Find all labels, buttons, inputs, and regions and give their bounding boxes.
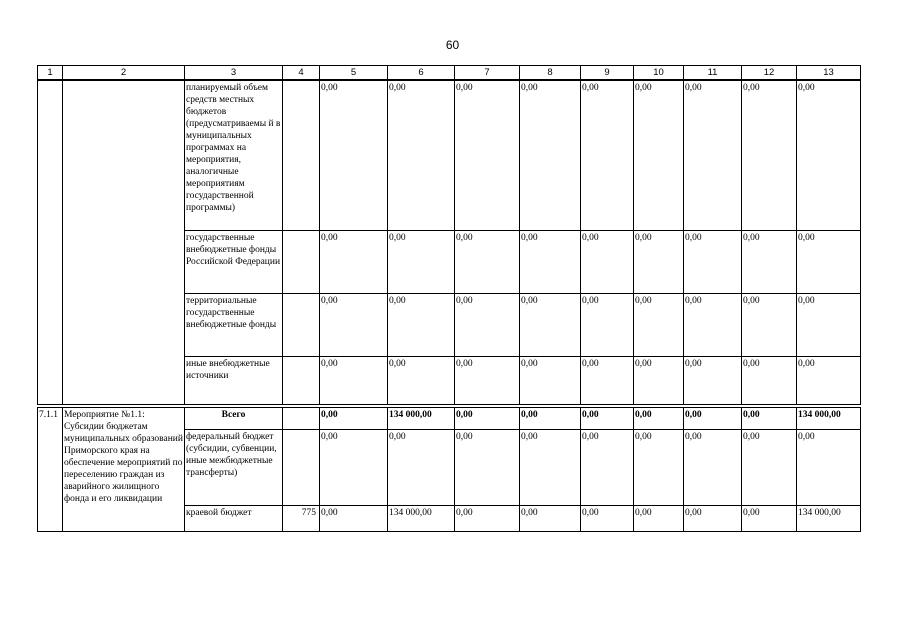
col-header-2: 2 [63, 66, 185, 80]
value-cell: 0,00 [684, 231, 742, 294]
value-cell: 0,00 [320, 408, 388, 430]
value-cell: 0,00 [634, 81, 684, 231]
col-header-13: 13 [797, 66, 861, 80]
value-cell: 0,00 [455, 430, 520, 506]
funding-source-cell: иные внебюджетные источники [185, 357, 283, 405]
value-cell: 0,00 [581, 430, 634, 506]
value-cell: 0,00 [455, 294, 520, 357]
value-cell: 0,00 [455, 408, 520, 430]
value-cell: 0,00 [797, 430, 861, 506]
value-cell: 0,00 [742, 430, 797, 506]
value-cell: 0,00 [520, 357, 581, 405]
value-cell: 0,00 [684, 357, 742, 405]
value-cell: 0,00 [742, 294, 797, 357]
value-cell: 0,00 [634, 408, 684, 430]
value-cell: 0,00 [684, 506, 742, 532]
col-header-6: 6 [388, 66, 455, 80]
value-cell: 134 000,00 [797, 506, 861, 532]
value-cell: 0,00 [684, 408, 742, 430]
value-cell: 0,00 [520, 506, 581, 532]
value-cell: 0,00 [684, 430, 742, 506]
budget-table [37, 80, 861, 532]
value-cell: 0,00 [320, 506, 388, 532]
value-cell: 0,00 [797, 231, 861, 294]
code-cell [283, 357, 320, 405]
value-cell: 0,00 [581, 231, 634, 294]
col-header-8: 8 [520, 66, 581, 80]
value-cell: 0,00 [581, 357, 634, 405]
value-cell: 0,00 [581, 408, 634, 430]
funding-source-cell: федеральный бюджет (субсидии, субвенции, иные межбюджетные трансферты) [185, 430, 283, 506]
value-cell: 134 000,00 [388, 506, 455, 532]
item-number-cell: 7.1.1 [38, 408, 63, 532]
value-cell: 0,00 [520, 81, 581, 231]
code-cell [283, 81, 320, 231]
value-cell: 134 000,00 [797, 408, 861, 430]
value-cell: 0,00 [634, 430, 684, 506]
value-cell: 0,00 [520, 294, 581, 357]
col-header-7: 7 [455, 66, 520, 80]
value-cell: 0,00 [742, 357, 797, 405]
value-cell: 0,00 [684, 81, 742, 231]
value-cell: 0,00 [684, 294, 742, 357]
column-number-header [37, 65, 861, 80]
funding-source-cell: краевой бюджет [185, 506, 283, 532]
col-header-10: 10 [634, 66, 684, 80]
col-header-5: 5 [320, 66, 388, 80]
value-cell: 0,00 [797, 81, 861, 231]
funding-source-cell: планируемый объем средств местных бюджетов (предусматриваемы й в муниципальных программах на мероприятия, аналогичные мероприятиям государственной программы) [185, 81, 283, 231]
code-cell [283, 408, 320, 430]
table-row-total [38, 408, 861, 430]
value-cell: 0,00 [520, 231, 581, 294]
empty-cell [63, 81, 185, 405]
total-label-cell: Всего [185, 408, 283, 430]
funding-source-cell: территориальные государственные внебюджетные фонды [185, 294, 283, 357]
table-row [38, 81, 861, 231]
value-cell: 0,00 [581, 506, 634, 532]
value-cell: 0,00 [634, 506, 684, 532]
code-cell [283, 294, 320, 357]
col-header-4: 4 [283, 66, 320, 80]
value-cell: 0,00 [388, 430, 455, 506]
value-cell: 0,00 [320, 231, 388, 294]
value-cell: 0,00 [520, 408, 581, 430]
value-cell: 0,00 [320, 357, 388, 405]
page-number: 60 [445, 38, 460, 52]
code-cell [283, 430, 320, 506]
col-header-3: 3 [185, 66, 283, 80]
value-cell: 0,00 [634, 294, 684, 357]
value-cell: 0,00 [742, 506, 797, 532]
col-header-12: 12 [742, 66, 797, 80]
col-header-1: 1 [38, 66, 63, 80]
col-header-9: 9 [581, 66, 634, 80]
value-cell: 0,00 [320, 81, 388, 231]
code-cell [283, 231, 320, 294]
value-cell: 0,00 [581, 81, 634, 231]
value-cell: 0,00 [797, 357, 861, 405]
value-cell: 0,00 [388, 81, 455, 231]
value-cell: 134 000,00 [388, 408, 455, 430]
value-cell: 0,00 [742, 231, 797, 294]
value-cell: 0,00 [320, 430, 388, 506]
value-cell: 0,00 [742, 81, 797, 231]
value-cell: 0,00 [388, 231, 455, 294]
value-cell: 0,00 [455, 357, 520, 405]
col-header-11: 11 [684, 66, 742, 80]
value-cell: 0,00 [634, 231, 684, 294]
value-cell: 0,00 [455, 506, 520, 532]
item-name-cell: Мероприятие №1.1: Субсидии бюджетам муниципальных образований Приморского края на обеспечение мероприятий по переселению граждан из аварийного жилищного фонда и его ликвидации [63, 408, 185, 532]
value-cell: 0,00 [388, 294, 455, 357]
value-cell: 0,00 [742, 408, 797, 430]
value-cell: 0,00 [520, 430, 581, 506]
value-cell: 0,00 [797, 294, 861, 357]
value-cell: 0,00 [581, 294, 634, 357]
empty-cell [38, 81, 63, 405]
code-cell: 775 [283, 506, 320, 532]
value-cell: 0,00 [634, 357, 684, 405]
value-cell: 0,00 [388, 357, 455, 405]
value-cell: 0,00 [455, 231, 520, 294]
funding-source-cell: государственные внебюджетные фонды Российской Федерации [185, 231, 283, 294]
value-cell: 0,00 [320, 294, 388, 357]
value-cell: 0,00 [455, 81, 520, 231]
